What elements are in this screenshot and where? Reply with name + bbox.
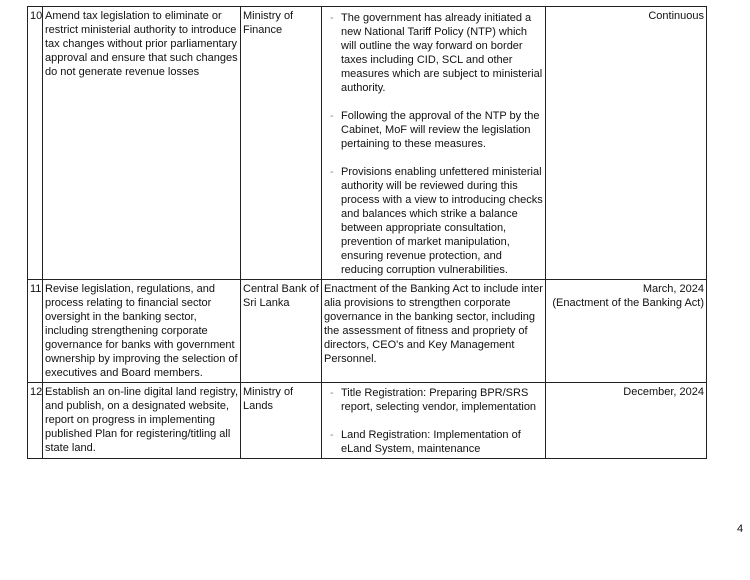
- action-plan-table: [27, 6, 707, 459]
- list-item: - Title Registration: Preparing BPR/SRS report, selecting vendor, implementation: [330, 387, 537, 413]
- dash-marker: -: [330, 12, 334, 24]
- measures-list: [324, 386, 543, 456]
- dash-marker: -: [330, 387, 334, 399]
- measures-cell: Enactment of the Banking Act to include inter alia provisions to strengthen corporate governance in the banking sector, including the assessment of fitness and propriety of directors, CEO's and Key Management Personnel.: [322, 280, 546, 383]
- row-number: 12: [28, 383, 43, 459]
- row-number: 10: [28, 7, 43, 280]
- agency-cell: Ministry of Lands: [241, 383, 322, 459]
- list-item: - Land Registration: Implementation of eLand System, maintenance: [330, 429, 521, 455]
- timeline-cell: Continuous: [546, 7, 707, 280]
- agency-cell: Ministry of Finance: [241, 7, 322, 280]
- table-row: [28, 280, 707, 383]
- action-cell: Establish an on-line digital land registry, and publish, on a designated website, report on progress in implementing published Plan for registering/titling all state land.: [43, 383, 241, 459]
- action-cell: Amend tax legislation to eliminate or restrict ministerial authority to introduce tax changes without prior parliamentary approval and ensure that such changes do not generate revenue losses: [43, 7, 241, 280]
- measures-cell: [322, 7, 546, 280]
- timeline-cell: December, 2024: [546, 383, 707, 459]
- dash-marker: -: [330, 166, 334, 178]
- agency-cell: Central Bank of Sri Lanka: [241, 280, 322, 383]
- list-item: - Following the approval of the NTP by the Cabinet, MoF will review the legislation pertaining to these measures.: [330, 110, 540, 150]
- dash-marker: -: [330, 110, 334, 122]
- list-item: - The government has already initiated a new National Tariff Policy (NTP) which will outline the way forward on border taxes including CID, SCL and other measures which are subject to ministerial authority.: [330, 12, 543, 94]
- timeline-date: March, 2024: [642, 283, 704, 295]
- row-number: 11: [28, 280, 43, 383]
- list-item: - Provisions enabling unfettered ministerial authority will be reviewed during this process with a view to introducing checks and balances which strike a balance between appropriate consultation, prevention of market manipulation, ensuring revenue protection, and reducing corruption vulnerabilities.: [330, 166, 543, 276]
- table-row: [28, 383, 707, 459]
- dash-marker: -: [330, 429, 334, 441]
- action-cell: Revise legislation, regulations, and process relating to financial sector oversight in the banking sector, including strengthening corporate governance for banks with government ownership by improving the selection of executives and Board members.: [43, 280, 241, 383]
- timeline-cell: [546, 280, 707, 383]
- measures-list: [324, 11, 543, 277]
- timeline-note: (Enactment of the Banking Act): [552, 297, 704, 309]
- table-row: [28, 7, 707, 280]
- page-number: 4: [737, 523, 744, 535]
- measures-cell: [322, 383, 546, 459]
